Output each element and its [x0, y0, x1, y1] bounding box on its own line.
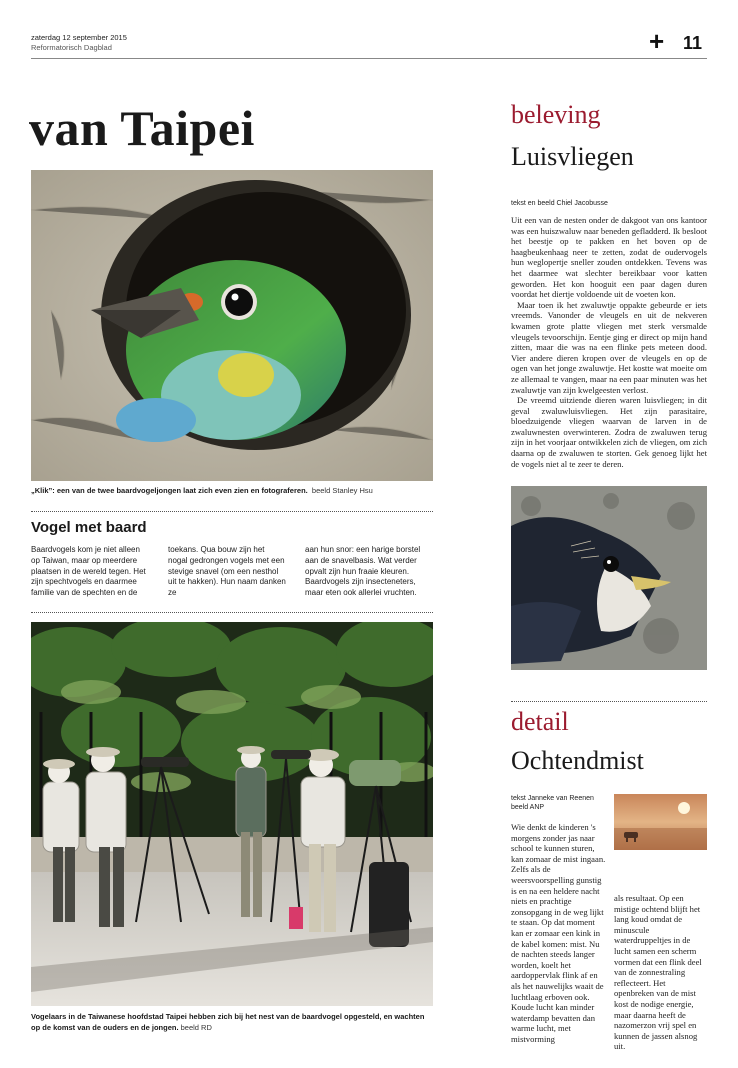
morning-fog-photo	[614, 794, 707, 850]
divider	[31, 511, 433, 512]
box-column-1: Baardvogels kom je niet alleen op Taiwan, maar op meerdere plaatsen in de wereld tegen. Het zijn spechtvogels en daarmee familie van de spechten en de	[31, 545, 146, 598]
photo2-caption	[31, 1012, 435, 1033]
box-column-3: aan hun snor: een harige borstel aan de snavelbasis. Wat verder opvalt zijn hun fraaie kleuren. Baardvogels zijn insecteneters, maar eten ook allerlei vruchten.	[305, 545, 421, 598]
beleving-headline: Luisvliegen	[511, 142, 634, 171]
box-column-2: toekans. Qua bouw zijn het nogal gedrongen vogels met een stevige snavel (om een nesthol uit te hakken). Hun naam danken ze	[168, 545, 286, 598]
divider	[511, 701, 707, 702]
issue-date: zaterdag 12 september 2015	[31, 33, 127, 42]
beleving-article	[511, 215, 707, 469]
photo1-credit: beeld Stanley Hsu	[311, 486, 373, 495]
detail-byline-photo: beeld ANP	[511, 804, 545, 811]
page-number: 11	[683, 33, 703, 53]
box-heading: Vogel met baard	[31, 519, 147, 536]
divider	[31, 612, 433, 613]
article-paragraph: Maar toen ik het zwaluwtje oppakte gebeurde er iets vreemds. Vanonder de vleugels en uit de nekveren kwamen grote platte vliegen met sterk versmalde vleugels tevoorschijn. Eentje ging er direct op mijn hand zitten, maar die was na een flinke pets meteen dood. Vier andere dieren kropen over de vleugels en op de ogen van het jonge zwaluwtje. Het kostte wat moeite om ze allemaal te vangen, maar na een paar minuten was het zwaluwtje van zijn kwelgeesten verlost.	[511, 299, 707, 395]
beleving-byline: tekst en beeld Chiel Jacobusse	[511, 200, 608, 207]
plus-section-icon: +	[649, 26, 665, 56]
header-rule	[31, 58, 707, 59]
article-paragraph: De vreemd uitziende dieren waren luisvliegen; in dit geval zwaluwluisvliegen. Het zijn parasitaire, bloedzuigende vliegen waarvan de larven in de zwaluwnesten overwinteren. Zodra de zwaluwen terug zijn in het voorjaar ontwikkelen zich de vliegen, om zich daarna op de zwaluwen te storten. Gek genoeg lijkt het de vogels niet al te zeer te deren.	[511, 395, 707, 469]
birdwatchers-photo	[31, 622, 433, 1006]
detail-column-1: Wie denkt de kinderen 's morgens zonder jas naar school te kunnen sturen, kan zomaar de mist ingaan. Zelfs als de weersvoorspelling gunstig is en na een heldere nacht niets en prachtige zonsopgang in de weg lijkt te staan. Op dat moment kan er zomaar een kink in de kabel komen: mist. Nu de nachten steeds langer worden, koelt het aardoppervlak flink af en als het nauwelijks waait de luchtlaag erboven ook. Koude lucht kan minder waterdamp bevatten dan warme lucht, met mistvorming	[511, 822, 606, 1044]
beleving-kicker: beleving	[511, 100, 601, 129]
photo2-caption-text: Vogelaars in de Taiwanese hoofdstad Taipei hebben zich bij het nest van de baardvogel opgesteld, en wachten op de komst van de ouders en de jongen.	[31, 1012, 425, 1032]
detail-headline: Ochtendmist	[511, 746, 644, 775]
photo1-caption-text: „Klik”: een van de twee baardvogeljongen laat zich even zien en fotograferen.	[31, 486, 308, 495]
detail-byline-text: tekst Janneke van Reenen	[511, 795, 594, 802]
article-paragraph: Uit een van de nesten onder de dakgoot van ons kantoor was een huiszwaluw naar beneden gefladderd. Ik besloot het beestje op te pakken en het boven op de haagbeukenhaag neer te zetten, zodat de oudervogels hun weglopertje sneller zouden ontdekken. Tevens was het daarmee wat slechter bereikbaar voor katten geworden. Het kon hooguit een paar dagen duren voordat het diertje voldoende uit de voeten kon.	[511, 215, 707, 300]
photo1-caption	[31, 486, 433, 496]
detail-kicker: detail	[511, 707, 569, 736]
main-story-title: van Taipei	[29, 100, 255, 156]
barbet-chick-photo	[31, 170, 433, 481]
swallow-photo	[511, 486, 707, 670]
detail-column-2: als resultaat. Op een mistige ochtend blijft het lang koud omdat de minuscule waterdruppeltjes in de lucht samen een scherm vormen dat een flink deel van de zonnestraling reflecteert. Het openbreken van de mist kost de nodige energie, maar daarna heeft de nazomerzon vrij spel en kunnen de jassen alsnog uit.	[614, 893, 702, 1052]
photo2-credit: beeld RD	[180, 1022, 212, 1032]
newspaper-name: Reformatorisch Dagblad	[31, 43, 112, 52]
